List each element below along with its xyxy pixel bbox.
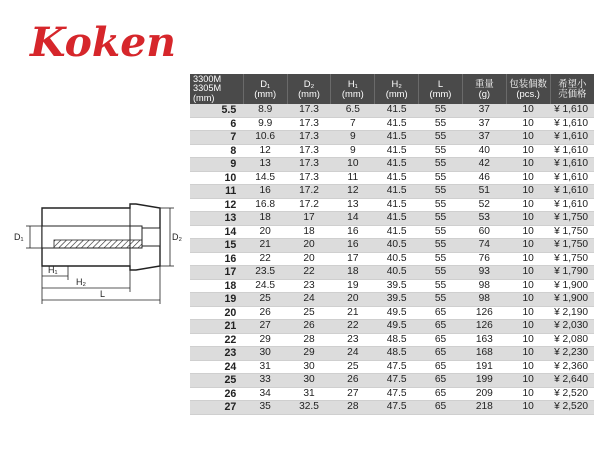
table-row [190, 212, 594, 226]
header-label: H₂ [391, 78, 402, 89]
table-row [190, 158, 594, 172]
cell-d2: 17.3 [287, 131, 331, 145]
table-row [190, 347, 594, 361]
header-unit: (mm) [254, 88, 277, 99]
cell-l: 65 [419, 320, 463, 334]
socket-spec-table [190, 74, 594, 415]
cell-h1: 7 [331, 117, 375, 131]
header-unit: (mm) [298, 88, 320, 99]
cell-size: 10 [190, 171, 243, 185]
cell-d1: 30 [243, 347, 287, 361]
cell-size: 21 [190, 320, 243, 334]
cell-size: 5.5 [190, 104, 243, 117]
cell-weight: 209 [462, 387, 506, 401]
cell-weight: 163 [462, 333, 506, 347]
cell-d2: 23 [287, 279, 331, 293]
cell-price: ¥ 1,610 [550, 117, 594, 131]
table-row [190, 374, 594, 388]
table-header-row [190, 74, 594, 104]
cell-d1: 24.5 [243, 279, 287, 293]
header-price [550, 74, 594, 104]
cell-h1: 6.5 [331, 104, 375, 117]
cell-price: ¥ 2,360 [550, 360, 594, 374]
cell-l: 55 [419, 171, 463, 185]
cell-d2: 24 [287, 293, 331, 307]
cell-size: 7 [190, 131, 243, 145]
cell-weight: 60 [462, 225, 506, 239]
cell-d1: 23.5 [243, 266, 287, 280]
cell-size: 12 [190, 198, 243, 212]
cell-price: ¥ 1,610 [550, 104, 594, 117]
cell-l: 55 [419, 117, 463, 131]
cell-weight: 37 [462, 131, 506, 145]
cell-weight: 98 [462, 293, 506, 307]
cell-size: 11 [190, 185, 243, 199]
socket-dimension-diagram [12, 198, 184, 310]
cell-pack-qty: 10 [506, 374, 550, 388]
cell-h2: 41.5 [375, 171, 419, 185]
cell-h2: 39.5 [375, 293, 419, 307]
cell-d2: 17.3 [287, 171, 331, 185]
cell-size: 18 [190, 279, 243, 293]
cell-weight: 199 [462, 374, 506, 388]
cell-pack-qty: 10 [506, 117, 550, 131]
cell-d2: 30 [287, 360, 331, 374]
cell-h2: 47.5 [375, 387, 419, 401]
cell-price: ¥ 1,610 [550, 185, 594, 199]
cell-h2: 39.5 [375, 279, 419, 293]
header-label: H₁ [347, 78, 358, 89]
cell-size: 22 [190, 333, 243, 347]
cell-h2: 41.5 [375, 185, 419, 199]
cell-d2: 17.3 [287, 117, 331, 131]
cell-pack-qty: 10 [506, 401, 550, 415]
cell-d1: 16.8 [243, 198, 287, 212]
cell-price: ¥ 2,080 [550, 333, 594, 347]
cell-h1: 9 [331, 144, 375, 158]
cell-pack-qty: 10 [506, 333, 550, 347]
cell-d1: 13 [243, 158, 287, 172]
cell-h1: 11 [331, 171, 375, 185]
cell-h2: 40.5 [375, 252, 419, 266]
header-label: 重量 [474, 78, 494, 89]
cell-price: ¥ 1,610 [550, 144, 594, 158]
cell-pack-qty: 10 [506, 320, 550, 334]
cell-price: ¥ 2,520 [550, 401, 594, 415]
cell-l: 55 [419, 158, 463, 172]
cell-h1: 17 [331, 252, 375, 266]
table-row [190, 185, 594, 199]
cell-h1: 24 [331, 347, 375, 361]
cell-price: ¥ 1,610 [550, 171, 594, 185]
header-weight [462, 74, 506, 104]
cell-l: 65 [419, 401, 463, 415]
cell-d1: 21 [243, 239, 287, 253]
cell-size: 24 [190, 360, 243, 374]
cell-h1: 10 [331, 158, 375, 172]
cell-l: 65 [419, 387, 463, 401]
cell-h2: 49.5 [375, 320, 419, 334]
cell-weight: 42 [462, 158, 506, 172]
label-h1: H₁ [48, 265, 58, 275]
label-h2: H₂ [76, 277, 86, 287]
cell-d2: 30 [287, 374, 331, 388]
table-row [190, 266, 594, 280]
header-size-line: 3300M [193, 73, 222, 84]
cell-h2: 41.5 [375, 131, 419, 145]
cell-d1: 25 [243, 293, 287, 307]
cell-pack-qty: 10 [506, 360, 550, 374]
cell-l: 65 [419, 360, 463, 374]
header-size-line: 3305M [193, 83, 222, 94]
cell-h1: 9 [331, 131, 375, 145]
cell-d2: 31 [287, 387, 331, 401]
cell-price: ¥ 1,610 [550, 198, 594, 212]
cell-weight: 46 [462, 171, 506, 185]
cell-l: 55 [419, 279, 463, 293]
cell-pack-qty: 10 [506, 266, 550, 280]
table-row [190, 320, 594, 334]
cell-d1: 12 [243, 144, 287, 158]
cell-pack-qty: 10 [506, 225, 550, 239]
cell-pack-qty: 10 [506, 144, 550, 158]
header-pack-qty [506, 74, 550, 104]
cell-pack-qty: 10 [506, 104, 550, 117]
cell-size: 15 [190, 239, 243, 253]
cell-weight: 74 [462, 239, 506, 253]
cell-h1: 26 [331, 374, 375, 388]
cell-h1: 12 [331, 185, 375, 199]
cell-price: ¥ 1,750 [550, 252, 594, 266]
cell-h2: 41.5 [375, 158, 419, 172]
cell-d2: 17.2 [287, 185, 331, 199]
cell-price: ¥ 1,790 [550, 266, 594, 280]
cell-h1: 22 [331, 320, 375, 334]
cell-d1: 8.9 [243, 104, 287, 117]
cell-pack-qty: 10 [506, 347, 550, 361]
table-row [190, 225, 594, 239]
cell-price: ¥ 1,750 [550, 239, 594, 253]
label-d1: D₁ [14, 232, 24, 242]
table-row [190, 401, 594, 415]
cell-weight: 168 [462, 347, 506, 361]
cell-h2: 40.5 [375, 266, 419, 280]
table-row [190, 131, 594, 145]
cell-weight: 40 [462, 144, 506, 158]
cell-l: 55 [419, 266, 463, 280]
header-d2 [287, 74, 331, 104]
cell-weight: 37 [462, 104, 506, 117]
cell-weight: 218 [462, 401, 506, 415]
header-size-line: (mm) [193, 92, 215, 103]
cell-d1: 18 [243, 212, 287, 226]
table-body [190, 104, 594, 414]
header-label: D₂ [303, 78, 315, 89]
header-h1 [331, 74, 375, 104]
header-unit: 売価格 [558, 88, 587, 99]
table-row [190, 333, 594, 347]
cell-h2: 40.5 [375, 239, 419, 253]
header-d1 [243, 74, 287, 104]
cell-d2: 22 [287, 266, 331, 280]
cell-d1: 27 [243, 320, 287, 334]
cell-h1: 28 [331, 401, 375, 415]
header-l [419, 74, 463, 104]
cell-size: 8 [190, 144, 243, 158]
table-row [190, 279, 594, 293]
cell-h1: 21 [331, 306, 375, 320]
cell-h2: 47.5 [375, 360, 419, 374]
cell-size: 25 [190, 374, 243, 388]
cell-size: 23 [190, 347, 243, 361]
cell-h2: 41.5 [375, 144, 419, 158]
cell-size: 26 [190, 387, 243, 401]
cell-h1: 20 [331, 293, 375, 307]
cell-pack-qty: 10 [506, 212, 550, 226]
cell-size: 9 [190, 158, 243, 172]
header-unit: (pcs.) [516, 88, 540, 99]
socket-square-drive [142, 228, 160, 246]
cell-h2: 47.5 [375, 374, 419, 388]
cell-d2: 17 [287, 212, 331, 226]
cell-d1: 16 [243, 185, 287, 199]
cell-h2: 41.5 [375, 212, 419, 226]
cell-l: 55 [419, 185, 463, 199]
header-label: 希望小 [558, 78, 587, 89]
koken-logo [28, 14, 178, 66]
cell-h1: 16 [331, 225, 375, 239]
table-row [190, 239, 594, 253]
cell-size: 16 [190, 252, 243, 266]
table-row [190, 104, 594, 117]
header-unit: (mm) [429, 88, 452, 99]
cell-pack-qty: 10 [506, 387, 550, 401]
cell-d1: 14.5 [243, 171, 287, 185]
cell-h1: 16 [331, 239, 375, 253]
cell-pack-qty: 10 [506, 279, 550, 293]
cell-h1: 23 [331, 333, 375, 347]
header-h2 [375, 74, 419, 104]
cell-l: 65 [419, 306, 463, 320]
cell-l: 55 [419, 252, 463, 266]
cell-l: 55 [419, 225, 463, 239]
cell-pack-qty: 10 [506, 198, 550, 212]
cell-weight: 93 [462, 266, 506, 280]
cell-size: 20 [190, 306, 243, 320]
header-unit: (g) [478, 88, 491, 99]
cell-price: ¥ 1,900 [550, 293, 594, 307]
cell-l: 55 [419, 144, 463, 158]
cell-h2: 48.5 [375, 347, 419, 361]
cell-weight: 98 [462, 279, 506, 293]
cell-l: 65 [419, 374, 463, 388]
cell-weight: 53 [462, 212, 506, 226]
cell-d2: 17.3 [287, 144, 331, 158]
cell-pack-qty: 10 [506, 252, 550, 266]
cell-l: 55 [419, 293, 463, 307]
table-row [190, 117, 594, 131]
logo-wordmark: Koken [28, 19, 177, 66]
cell-size: 17 [190, 266, 243, 280]
cell-h2: 49.5 [375, 306, 419, 320]
cell-d2: 28 [287, 333, 331, 347]
cell-h2: 41.5 [375, 117, 419, 131]
cell-weight: 191 [462, 360, 506, 374]
cell-price: ¥ 2,030 [550, 320, 594, 334]
cell-d2: 20 [287, 252, 331, 266]
cell-price: ¥ 1,610 [550, 158, 594, 172]
cell-d2: 18 [287, 225, 331, 239]
cell-size: 19 [190, 293, 243, 307]
cell-size: 27 [190, 401, 243, 415]
cell-l: 65 [419, 333, 463, 347]
cell-d1: 26 [243, 306, 287, 320]
cell-d1: 34 [243, 387, 287, 401]
cell-d1: 35 [243, 401, 287, 415]
cell-price: ¥ 2,640 [550, 374, 594, 388]
cell-h1: 25 [331, 360, 375, 374]
cell-pack-qty: 10 [506, 171, 550, 185]
cell-pack-qty: 10 [506, 239, 550, 253]
cell-price: ¥ 1,750 [550, 225, 594, 239]
header-label: D₁ [260, 78, 271, 89]
cell-d1: 33 [243, 374, 287, 388]
table-row [190, 306, 594, 320]
cell-size: 6 [190, 117, 243, 131]
cell-price: ¥ 1,750 [550, 212, 594, 226]
cell-h1: 13 [331, 198, 375, 212]
cell-l: 55 [419, 198, 463, 212]
table-row [190, 198, 594, 212]
table-row [190, 171, 594, 185]
cell-l: 55 [419, 104, 463, 117]
cell-h2: 41.5 [375, 198, 419, 212]
cell-h2: 41.5 [375, 104, 419, 117]
cell-h2: 47.5 [375, 401, 419, 415]
cell-h2: 41.5 [375, 225, 419, 239]
cell-h1: 18 [331, 266, 375, 280]
table-row [190, 387, 594, 401]
header-label: 包装個数 [509, 78, 547, 89]
cell-d2: 29 [287, 347, 331, 361]
header-unit: (mm) [341, 88, 364, 99]
cell-pack-qty: 10 [506, 306, 550, 320]
cell-l: 65 [419, 347, 463, 361]
cell-weight: 37 [462, 117, 506, 131]
cell-d1: 9.9 [243, 117, 287, 131]
cell-d2: 17.3 [287, 104, 331, 117]
cell-d2: 17.3 [287, 158, 331, 172]
cell-weight: 126 [462, 306, 506, 320]
cell-d2: 32.5 [287, 401, 331, 415]
header-label: L [437, 78, 444, 89]
socket-hatch-bottom [54, 240, 142, 248]
label-l: L [100, 289, 106, 299]
cell-d1: 20 [243, 225, 287, 239]
cell-pack-qty: 10 [506, 185, 550, 199]
cell-pack-qty: 10 [506, 293, 550, 307]
table-row [190, 293, 594, 307]
cell-price: ¥ 1,900 [550, 279, 594, 293]
table-row [190, 144, 594, 158]
table-row [190, 252, 594, 266]
cell-h1: 14 [331, 212, 375, 226]
cell-d1: 31 [243, 360, 287, 374]
cell-weight: 126 [462, 320, 506, 334]
cell-price: ¥ 1,610 [550, 131, 594, 145]
cell-d1: 10.6 [243, 131, 287, 145]
cell-h1: 27 [331, 387, 375, 401]
cell-h1: 19 [331, 279, 375, 293]
cell-size: 14 [190, 225, 243, 239]
cell-d2: 26 [287, 320, 331, 334]
cell-l: 55 [419, 212, 463, 226]
cell-pack-qty: 10 [506, 131, 550, 145]
cell-price: ¥ 2,230 [550, 347, 594, 361]
cell-weight: 51 [462, 185, 506, 199]
cell-l: 55 [419, 131, 463, 145]
cell-d2: 17.2 [287, 198, 331, 212]
table-row [190, 360, 594, 374]
cell-pack-qty: 10 [506, 158, 550, 172]
cell-d2: 20 [287, 239, 331, 253]
cell-h2: 48.5 [375, 333, 419, 347]
header-unit: (mm) [385, 88, 408, 99]
cell-d1: 22 [243, 252, 287, 266]
cell-price: ¥ 2,190 [550, 306, 594, 320]
cell-l: 55 [419, 239, 463, 253]
cell-d2: 25 [287, 306, 331, 320]
cell-price: ¥ 2,520 [550, 387, 594, 401]
header-size [190, 74, 243, 104]
label-d2: D₂ [172, 232, 182, 242]
cell-size: 13 [190, 212, 243, 226]
cell-weight: 76 [462, 252, 506, 266]
cell-weight: 52 [462, 198, 506, 212]
cell-d1: 29 [243, 333, 287, 347]
